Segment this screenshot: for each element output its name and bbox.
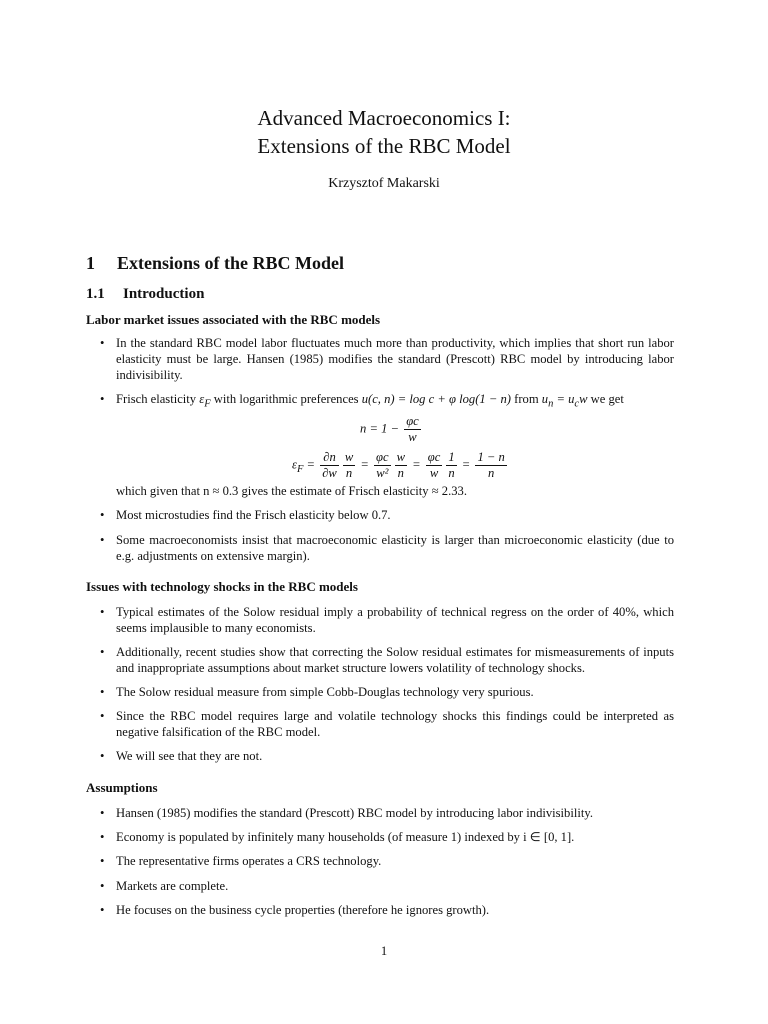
list-item [100,902,674,918]
section-heading [86,253,344,274]
bullet: • [100,879,105,893]
list-item [100,507,674,523]
list-item-text [116,391,674,413]
bullet: • [100,749,105,763]
bullet: • [100,533,105,547]
list-item-text: Typical estimates of the Solow residual imply a probability of technical regress on the order of 40%, which seems implausible to many economists. [116,605,674,635]
author: Krzysztof Makarski [328,176,440,191]
after-equation-text: which given that n ≈ 0.3 gives the estimate of Frisch elasticity ≈ 2.33. [116,484,467,498]
list-item [100,708,674,740]
page-number: 1 [380,944,388,958]
equation-frisch: $\varepsilon_F$ = $\frac{\partial n}{\partial w}$ $\frac{w}{n}$ = $\frac{\varphi c}{\text{w²}}$ $\frac{w}{n}$ = $\frac{\varphi c}{w}$ $\frac{1}{n}$ = $\frac{1 - n}{n}$ [292,450,505,480]
list-item [100,748,674,764]
bullet: • [100,854,105,868]
list-item-text: Additionally, recent studies show that correcting the Solow residual estimates for mismeasurements of inputs and inappropriate assumptions about market structure lowers volatility of technology shocks. [116,645,674,675]
list-item-text: Hansen (1985) modifies the standard (Prescott) RBC model by introducing labor indivisibility. [116,806,593,820]
list-item-text: Since the RBC model requires large and volatile technology shocks this findings could be interpreted as negative falsification of the RBC model. [116,709,674,739]
list-item-text: We will see that they are not. [116,749,263,763]
bullet: • [100,830,105,844]
text-run: with logarithmic preferences [210,392,362,406]
list-item [100,644,674,676]
bullet: • [100,336,105,350]
list-item-text: Most microstudies find the Frisch elasticity below 0.7. [116,508,391,522]
text-run: we get [587,392,624,406]
assumptions-heading: Assumptions [86,780,158,795]
text-run: from [511,392,542,406]
document-title-line-1: Advanced Macroeconomics I: [257,106,511,130]
text-run: Frisch elasticity [116,392,200,406]
bullet: • [100,392,105,406]
math-foc: $u_n = u_cw$ [541,392,588,410]
list-item [100,878,674,894]
bullet: • [100,709,105,723]
subsection-number: 1.1 [86,286,105,302]
bullet: • [100,508,105,522]
list-item-text: Economy is populated by infinitely many households (of measure 1) indexed by i ∈ [0, 1]. [116,830,575,844]
list-item [100,684,674,700]
labor-heading: Labor market issues associated with the RBC models [86,312,381,327]
list-item-text: Markets are complete. [116,879,229,893]
section-number: 1 [86,253,95,273]
list-item [100,829,674,845]
bullet: • [100,605,105,619]
list-item-text: The Solow residual measure from simple Cobb-Douglas technology very spurious. [116,685,534,699]
list-item [100,853,674,869]
list-item [100,805,674,821]
bullet: • [100,645,105,659]
list-item [100,604,674,636]
subsection-heading [86,286,204,303]
tech-heading: Issues with technology shocks in the RBC models [86,579,358,594]
math-epsilon: $\varepsilon_F$ [199,392,211,410]
bullet: • [100,685,105,699]
math-preferences: u(c, n) = log c + φ log(1 − n) [361,392,511,406]
document-title-line-2: Extensions of the RBC Model [257,134,511,158]
list-item-text: The representative firms operates a CRS technology. [116,854,382,868]
section-title: Extensions of the RBC Model [117,253,345,273]
list-item [100,532,674,564]
subsection-title: Introduction [123,286,205,302]
bullet: • [100,806,105,820]
bullet: • [100,903,105,917]
list-item [100,335,674,383]
equation-n: n = 1 − $\frac{\varphi c}{w}$ [360,414,419,444]
list-item-text: He focuses on the business cycle properties (therefore he ignores growth). [116,903,490,917]
list-item-text: In the standard RBC model labor fluctuates much more than productivity, which implies that short run labor elasticity must be large. Hansen (1985) modifies the standard (Prescott) RBC model by introducing labor indivisibility. [116,336,674,382]
list-item-text: Some macroeconomists insist that macroeconomic elasticity is larger than microeconomic elasticity (due to e.g. adjustments on extensive margin). [116,533,674,563]
list-item [100,391,674,413]
